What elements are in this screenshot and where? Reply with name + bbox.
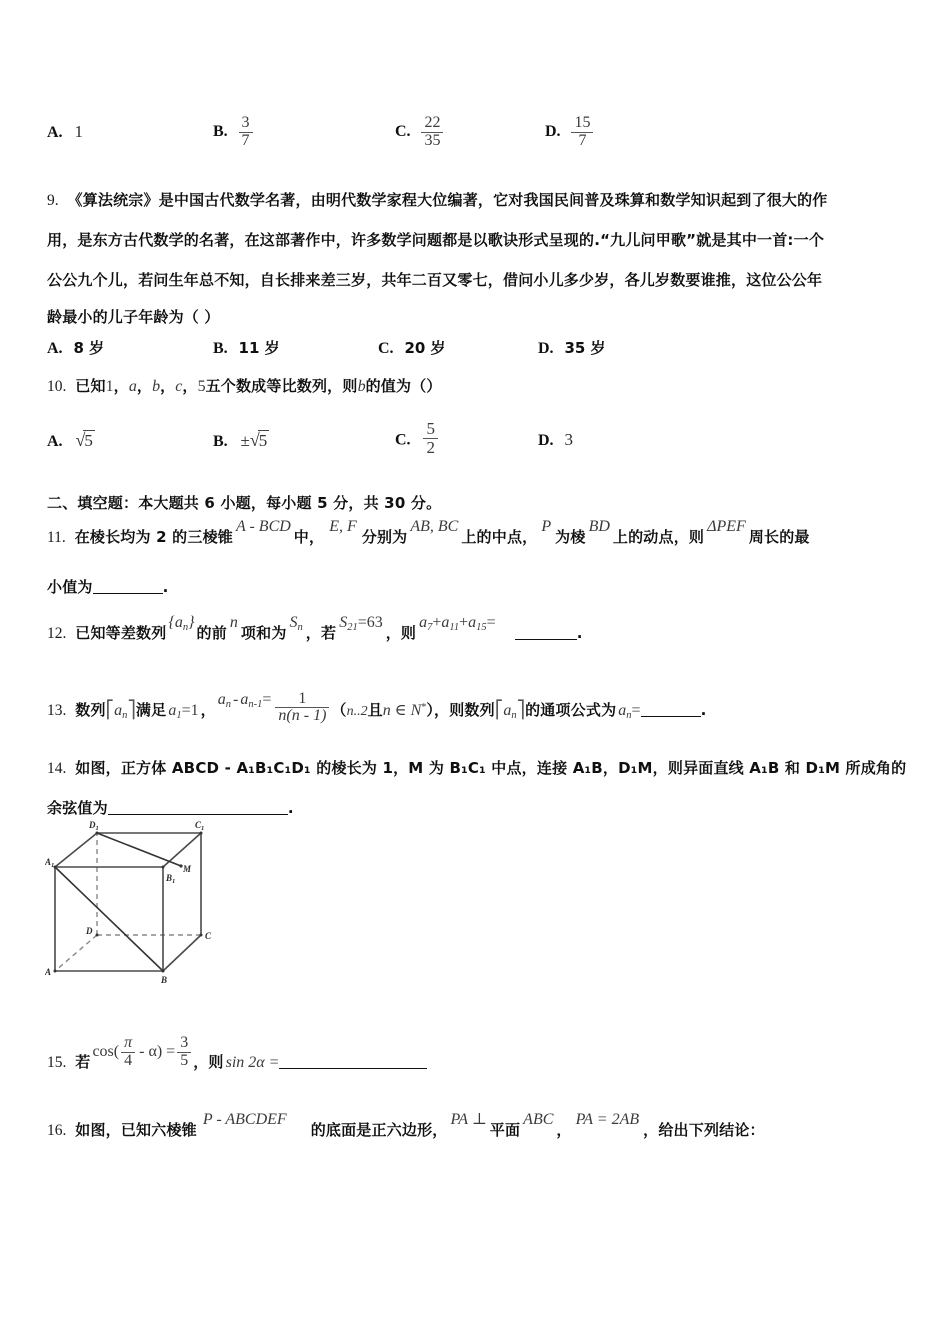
q12-math-4-eq: =63 xyxy=(357,614,383,631)
q13-recurrence-left xyxy=(218,691,272,708)
q9-text-line-2: 用，是东方古代数学的名著，在这部著作中，许多数学问题都是以歌诀形式呈现的.“九儿问甲歌”就是其中一首:一个 xyxy=(47,231,825,249)
q11-line-2 xyxy=(47,567,169,608)
q15-answer-blank[interactable] xyxy=(279,1054,427,1069)
q12-math-1 xyxy=(168,614,194,631)
q9-option-d xyxy=(538,328,606,369)
q12-text-6: . xyxy=(576,624,583,642)
q13-bracket-close-1: ⎤ xyxy=(127,700,136,719)
q10-option-d xyxy=(538,420,573,461)
cube-label-A: A xyxy=(45,967,52,977)
cube-label-C: C xyxy=(205,931,212,941)
q16-text-5: ，给出下列结论： xyxy=(643,1121,765,1139)
q11-math-6: ΔPEF xyxy=(707,518,746,535)
q13-fraction-denominator: n(n - 1) xyxy=(275,707,329,725)
q10-text-2: 五个数成等比数列，则 xyxy=(205,377,358,395)
q11-math-4: P xyxy=(541,518,552,535)
q12-math-3-base: S xyxy=(289,614,298,631)
q13-cond-close: ） xyxy=(426,701,435,719)
q12-math-1-open: {a xyxy=(168,614,183,631)
q13-cond-open: （ xyxy=(331,701,347,719)
q11-text-4: 上的中点， xyxy=(461,528,538,546)
q13-cond-and: 且 xyxy=(367,701,383,719)
cube-label-M: M xyxy=(183,864,192,874)
q10-option-c-letter: C. xyxy=(395,431,411,449)
q9-option-a-letter: A. xyxy=(47,340,63,357)
q9-line-2 xyxy=(47,220,824,261)
q11-text-3: 分别为 xyxy=(361,528,408,546)
q16-text-1: 如图，已知六棱锥 xyxy=(75,1121,197,1139)
q15-text-2: ，则 xyxy=(193,1053,224,1071)
q10-text-3: 的值为（） xyxy=(365,377,442,395)
q10-math-5: 5 xyxy=(197,378,206,395)
q9-text-line-3: 公公九个儿，若问生年总不知，自长排来差三岁，共年二百又零七，借问小儿多少岁，各儿岁数要谁推，这位公公年 xyxy=(47,271,823,289)
q13-math-5-eq: = xyxy=(631,702,641,719)
cube-label-C1: $C_1$ xyxy=(195,820,205,832)
q12-math-4-base: S xyxy=(339,614,348,631)
q13-math-1-sub: n xyxy=(122,710,128,721)
q13-math-4-sub: n xyxy=(511,710,517,721)
q12-math-5-eq: = xyxy=(486,614,496,631)
cube-visible-edges xyxy=(55,833,201,971)
q16-math-4: PA = 2AB xyxy=(575,1111,640,1128)
q13-text-3: ， xyxy=(200,701,216,719)
q13-number: 13. xyxy=(47,702,67,719)
q13-math-3b: a xyxy=(240,691,249,708)
q10-option-c xyxy=(395,420,440,460)
cube-hidden-edges xyxy=(55,833,201,971)
q15-cos-rest: - α) = xyxy=(139,1043,176,1060)
q9-option-b-letter: B. xyxy=(213,340,228,357)
q13-math-3a-sub: n xyxy=(225,699,232,710)
cube-label-B1: $B_1$ xyxy=(166,873,176,885)
q11-text-8: 小值为 xyxy=(47,578,93,596)
q10-sep-1: ， xyxy=(113,377,129,395)
q12-text-4: ，若 xyxy=(305,624,337,642)
q12-text-2: 的前 xyxy=(196,624,227,642)
q11-number: 11. xyxy=(47,529,66,546)
q12-math-5a: a xyxy=(419,614,428,631)
q12-text-1: 已知等差数列 xyxy=(75,624,167,642)
q13-math-2 xyxy=(168,702,198,719)
q12-math-4-sub: 21 xyxy=(347,622,358,633)
q10-option-a xyxy=(47,420,95,462)
cube-label-D: D xyxy=(86,926,93,936)
q10-option-d-letter: D. xyxy=(538,432,554,449)
q10-sep-3: ， xyxy=(160,377,176,395)
q12-text-5: ，则 xyxy=(385,624,417,642)
q13-cond-1: n..2 xyxy=(346,704,368,719)
q13-text-1: 数列 xyxy=(75,701,106,719)
q9-text-line-1: 《算法统宗》是中国古代数学名著，由明代数学家程大位编著，它对我国民间普及珠算和数学知识起到了很大的作 xyxy=(67,191,828,209)
q8-option-a-value: 1 xyxy=(74,122,83,141)
cube-label-D1: $D_1$ xyxy=(89,820,99,832)
q9-option-a-value: 8 岁 xyxy=(73,339,105,357)
q15-frac1-numerator: π xyxy=(124,1033,133,1051)
q10-math-1: 1 xyxy=(105,378,114,395)
cube-diagram xyxy=(45,815,285,1005)
q10-option-b-prefix: ± xyxy=(240,431,250,450)
q11-answer-blank[interactable] xyxy=(93,579,163,594)
q13-text-6: . xyxy=(700,701,707,719)
q12-number: 12. xyxy=(47,625,67,642)
q10-option-b-radicand: 5 xyxy=(258,431,268,450)
q13-bracket-open-1: ⎡ xyxy=(105,700,115,719)
q8-option-d-fraction xyxy=(571,115,593,150)
q15-cos-open: cos( xyxy=(92,1043,120,1060)
q10-option-a-sqrt xyxy=(75,420,94,461)
q13-math-2-sub: 1 xyxy=(176,710,182,721)
radical-icon: √ xyxy=(249,430,260,450)
section-2-heading-text: 二、填空题：本大题共 6 小题，每小题 5 分，共 30 分。 xyxy=(47,494,442,512)
q13-math-1-base: a xyxy=(114,702,123,719)
q15-frac2-denominator: 5 xyxy=(177,1052,191,1070)
q9-number: 9. xyxy=(47,192,59,209)
q14-line-1 xyxy=(47,748,906,789)
q10-text-1: 已知 xyxy=(75,377,106,395)
q9-option-d-value: 35 岁 xyxy=(564,339,606,357)
q10-option-a-letter: A. xyxy=(47,433,63,450)
q13-text-2: 满足 xyxy=(135,701,167,719)
q11-text-9: . xyxy=(162,578,169,596)
q16-number: 16. xyxy=(47,1122,67,1139)
q8-option-c-letter: C. xyxy=(395,123,411,140)
q14-text-line-2-end: . xyxy=(287,799,294,817)
q11-text-1: 在棱长均为 2 的三棱锥 xyxy=(74,528,233,546)
q8-option-b-letter: B. xyxy=(213,123,228,140)
q15-frac2-numerator: 3 xyxy=(180,1033,189,1051)
radical-icon: √ xyxy=(75,430,86,450)
q10-sep-4: ， xyxy=(182,377,198,395)
q9-option-c-letter: C. xyxy=(378,340,394,357)
q12-math-3 xyxy=(290,614,303,631)
q13-math-3-eq: = xyxy=(262,691,272,708)
q13-fraction-numerator: 1 xyxy=(298,689,307,707)
q12-text-3: 项和为 xyxy=(240,624,287,642)
q15-sin-expression: sin 2α = xyxy=(225,1054,280,1071)
q14-text-line-1: 如图，正方体 ABCD - A₁B₁C₁D₁ 的棱长为 1，M 为 B₁C₁ 中点，连接 A₁B，D₁M，则异面直线 A₁B 和 D₁M 所成角的 xyxy=(75,759,907,777)
q8-option-c-fraction xyxy=(421,115,443,150)
q10-option-b xyxy=(213,420,269,462)
q12-line xyxy=(47,613,583,659)
q10-option-c-numerator: 5 xyxy=(426,419,435,438)
q12-math-1-close: } xyxy=(188,614,195,631)
q9-option-d-letter: D. xyxy=(538,340,554,357)
q8-option-b xyxy=(213,112,255,152)
q13-math-5-base: a xyxy=(618,702,627,719)
cube-figure-container xyxy=(45,815,285,1005)
q9-option-c xyxy=(378,328,446,369)
q13-math-3-minus: - xyxy=(233,691,239,708)
q9-line-1 xyxy=(47,180,828,221)
q8-option-a-letter: A. xyxy=(47,124,63,141)
q10-number: 10. xyxy=(47,378,67,395)
q15-text-1: 若 xyxy=(75,1053,91,1071)
q13-math-1 xyxy=(114,702,127,719)
q10-option-c-fraction xyxy=(423,420,438,457)
cube-label-B: B xyxy=(161,975,168,985)
q14-text-line-2: 余弦值为 xyxy=(47,799,108,817)
q9-option-b xyxy=(213,328,280,369)
q13-bracket-close-2: ⎤ xyxy=(516,700,526,719)
q13-math-2-base: a xyxy=(168,702,177,719)
q13-math-2-eq: =1 xyxy=(181,702,199,719)
q8-option-b-fraction xyxy=(239,115,253,150)
q13-cond-2: n ∈ N xyxy=(382,702,422,719)
q12-math-5-plus-1: + xyxy=(432,614,442,631)
q12-math-3-sub: n xyxy=(297,622,303,633)
q15-frac1-denominator: 4 xyxy=(121,1052,135,1070)
q13-math-5 xyxy=(618,702,640,719)
q12-math-1-sub: n xyxy=(182,622,189,633)
q9-line-3 xyxy=(47,260,822,301)
q8-option-d-letter: D. xyxy=(545,123,561,140)
q16-math-3: ABC xyxy=(523,1111,554,1128)
q10-var-a: a xyxy=(128,378,137,395)
q11-text-7: 周长的最 xyxy=(748,528,810,546)
q12-math-5c-sub: 15 xyxy=(476,622,487,633)
q10-var-c: c xyxy=(175,378,183,395)
q10-var-b: b xyxy=(152,378,161,395)
q13-answer-blank[interactable] xyxy=(641,702,701,717)
q13-text-5: 的通项公式为 xyxy=(525,701,617,719)
q13-bracket-open-2: ⎡ xyxy=(494,700,504,719)
q13-math-4 xyxy=(503,702,516,719)
q9-option-c-value: 20 岁 xyxy=(404,339,446,357)
q11-text-6: 上的动点，则 xyxy=(612,528,705,546)
q13-fraction xyxy=(275,691,329,726)
q9-text-line-4: 龄最小的儿子年龄为（ ） xyxy=(47,308,220,326)
q14-number: 14. xyxy=(47,760,67,777)
q15-fraction-value xyxy=(177,1035,191,1070)
q8-option-a xyxy=(47,112,83,153)
q8-option-c-numerator: 22 xyxy=(424,113,441,131)
q8-option-c xyxy=(395,112,445,152)
q16-text-2: 的底面是正六边形， xyxy=(310,1121,448,1139)
q16-text-3: 平面 xyxy=(489,1121,521,1139)
q12-math-5b-sub: 11 xyxy=(449,622,460,633)
q10-var-b2: b xyxy=(357,378,366,395)
cube-label-A1: $A_1$ xyxy=(45,857,55,869)
q10-option-b-sqrt xyxy=(250,420,269,461)
q10-option-c-denominator: 2 xyxy=(423,438,438,457)
q10-option-b-letter: B. xyxy=(213,433,228,450)
q11-math-5: BD xyxy=(588,518,610,535)
q11-math-1: A - BCD xyxy=(235,518,291,535)
q13-math-4-base: a xyxy=(503,702,512,719)
q13-math-3b-sub: n-1 xyxy=(248,699,263,710)
cube-diagonal-lines xyxy=(55,833,181,971)
q13-math-5-sub: n xyxy=(626,710,632,721)
q10-sep-2: ， xyxy=(136,377,153,395)
q10-stem xyxy=(47,366,442,407)
q11-line-1 xyxy=(47,517,810,558)
q8-option-d-denominator: 7 xyxy=(571,132,593,150)
q13-line xyxy=(47,688,706,736)
q8-option-c-denominator: 35 xyxy=(421,132,443,150)
q11-math-3: AB, BC xyxy=(410,518,459,535)
q8-option-b-denominator: 7 xyxy=(239,132,253,150)
q8-option-d xyxy=(545,112,595,152)
q11-math-2: E, F xyxy=(329,518,357,535)
q8-option-b-numerator: 3 xyxy=(241,113,250,131)
q15-fraction-argument xyxy=(121,1035,135,1070)
q16-math-1: P - ABCDEF xyxy=(202,1111,287,1128)
q12-math-5-plus-2: + xyxy=(459,614,469,631)
q12-math-5a-sub: 7 xyxy=(427,622,433,633)
q12-math-5 xyxy=(419,614,496,631)
q8-option-d-numerator: 15 xyxy=(574,113,591,131)
q9-option-b-value: 11 岁 xyxy=(238,339,280,357)
q13-math-3a: a xyxy=(217,691,226,708)
q13-cond-star: * xyxy=(421,702,427,713)
q10-option-a-radicand: 5 xyxy=(84,431,93,450)
q9-option-a xyxy=(47,328,104,369)
q11-text-5: 为棱 xyxy=(555,528,586,546)
q13-text-4: ，则数列 xyxy=(434,701,495,719)
q16-math-2: PA ⊥ xyxy=(450,1111,487,1128)
q15-line xyxy=(47,1033,427,1083)
q12-answer-blank[interactable] xyxy=(515,625,577,640)
q12-math-5b: a xyxy=(441,614,450,631)
q12-math-2: n xyxy=(229,614,238,631)
q15-number: 15. xyxy=(47,1054,67,1071)
q16-text-4: ， xyxy=(556,1121,572,1139)
q12-math-4 xyxy=(339,614,383,631)
q10-option-d-value: 3 xyxy=(564,430,573,449)
q11-text-2: 中， xyxy=(293,528,325,546)
q16-line xyxy=(47,1110,765,1151)
q14-answer-blank[interactable] xyxy=(108,800,288,815)
q12-math-5c: a xyxy=(468,614,477,631)
